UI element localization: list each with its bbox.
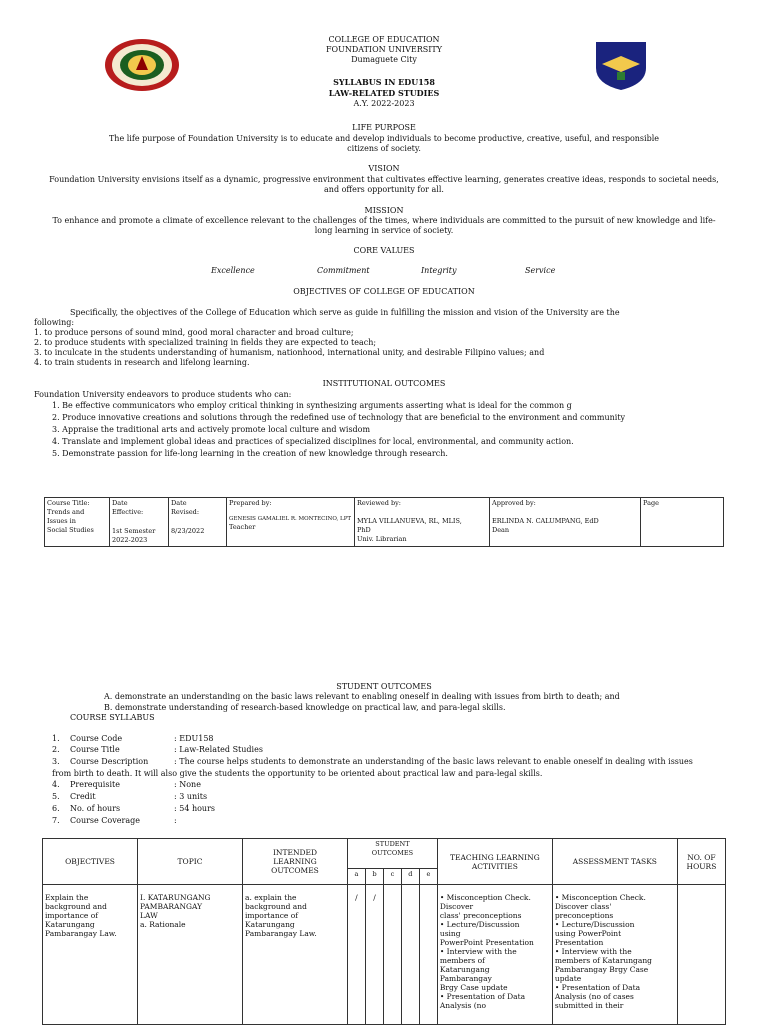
syllabus-item-number: 1. [52, 734, 60, 743]
objective-item: 3. to inculcate in the students understanding of humanism, nationhood, international unity, and desirable Filipino values; and [34, 348, 545, 357]
core-values-heading: CORE VALUES [353, 246, 415, 255]
page-cell [641, 498, 724, 547]
page-label: Page [643, 499, 659, 507]
assessment-line: preconceptions [554, 911, 614, 920]
tla-line: Katarungang [439, 965, 490, 974]
course-title-value: Social Studies [47, 526, 94, 534]
tla-line: Brgy Case update [439, 983, 508, 992]
header-assessment-label: ASSESSMENT TASKS [572, 857, 657, 866]
approved-label: Approved by: [492, 499, 536, 507]
so-mark-b: / [365, 885, 383, 1025]
mission-text-2: long learning in service of society. [314, 226, 454, 235]
row-topic [138, 885, 243, 1025]
reviewed-name: PhD [357, 526, 371, 534]
so-mark-a: / [348, 885, 366, 1025]
assessment-line: update [554, 974, 582, 983]
objectives-intro-2: following: [34, 318, 75, 327]
syllabus-item-value: : None [174, 780, 201, 789]
header-topic-label: TOPIC [177, 857, 203, 866]
date-effective-value: 2022-2023 [112, 536, 148, 544]
ilo-line: Katarungang [245, 920, 295, 929]
ilo-line: background and [245, 902, 307, 911]
reviewed-name: MYLA VILLANUEVA, RL, MLIS, [357, 517, 462, 525]
assessment-line: • Presentation of Data [554, 983, 641, 992]
course-title-label: Course Title: [47, 499, 90, 507]
row-tla [437, 885, 552, 1025]
mission-heading: MISSION [364, 206, 404, 215]
so-letter-a: a [348, 869, 366, 885]
course-coverage-table [42, 838, 726, 1025]
course-title-cell [45, 498, 110, 547]
course-name: LAW-RELATED STUDIES [328, 88, 440, 98]
tla-line: Analysis (no [439, 1001, 486, 1010]
tla-line: members of [439, 956, 485, 965]
syllabus-item-value: : Law-Related Studies [174, 745, 263, 754]
so-mark-d [401, 885, 419, 1025]
syllabus-item-number: 7. [52, 816, 60, 825]
academic-year: A.Y. 2022-2023 [353, 99, 415, 108]
tla-line: PowerPoint Presentation [439, 938, 534, 947]
vision-heading: VISION [368, 164, 400, 173]
header-ilo-label: OUTCOMES [271, 866, 319, 875]
syllabus-item-value: : 3 units [174, 792, 208, 801]
life-purpose-text-2: citizens of society. [347, 144, 421, 153]
institutional-intro: Foundation University endeavors to produce students who can: [34, 390, 292, 399]
approved-by-cell [490, 498, 641, 547]
syllabus-item-label: No. of hours [70, 804, 121, 813]
objectives-intro-1: Specifically, the objectives of the College of Education which serve as guide in fulfilling the mission and vision of the University are the [70, 308, 620, 317]
date-effective-cell [110, 498, 169, 547]
institutional-item: 2. Produce innovative creations and solutions through the redefined use of technology that are beneficial to the environment and community [52, 413, 626, 422]
date-revised-cell [169, 498, 227, 547]
so-letter-b: b [365, 869, 383, 885]
course-title-value: Trends and [47, 508, 85, 516]
assessment-line: • Interview with the [554, 947, 632, 956]
syllabus-item-number: 6. [52, 804, 60, 813]
date-effective-label: Date [112, 499, 128, 507]
tla-line: • Interview with the [439, 947, 517, 956]
header-tla [437, 839, 552, 885]
row-hours [677, 885, 725, 1025]
vision-text-1: Foundation University envisions itself as a dynamic, progressive environment that cultivates effective learning, generates creative ideas, responds to societal needs, [49, 175, 719, 184]
assessment-line: Analysis (no of cases [554, 992, 634, 1001]
prepared-name: GENESIS GAMALIEL R. MONTECINO, LPT [229, 516, 352, 522]
reviewed-by-cell [355, 498, 490, 547]
college-name: COLLEGE OF EDUCATION [328, 35, 440, 44]
tla-line: using [439, 929, 461, 938]
header-tla-label: TEACHING LEARNING [450, 852, 540, 862]
assessment-line: Pambarangay Brgy Case [554, 965, 649, 974]
objective-item: 2. to produce students with specialized training in fields they are expected to teach; [34, 338, 377, 347]
so-letter-c: c [384, 869, 401, 885]
header-hours [677, 839, 725, 885]
assessment-line: using PowerPoint [554, 929, 622, 938]
life-purpose-heading: LIFE PURPOSE [352, 123, 416, 132]
header-so-label: OUTCOMES [371, 849, 414, 857]
course-description-continued: from birth to death. It will also give the students the opportunity to be oriented about practical law and para-legal skills. [52, 769, 543, 778]
approved-name: ERLINDA N. CALUMPANG, EdD [492, 517, 599, 525]
syllabus-item-label: Course Code [70, 734, 123, 743]
so-mark-c [384, 885, 401, 1025]
syllabus-item-label: Prerequisite [70, 780, 120, 789]
tla-line: class' preconceptions [439, 911, 522, 920]
institutional-item: 3. Appraise the traditional arts and actively promote local culture and wisdom [52, 425, 371, 434]
topic-line: PAMBARANGAY [140, 902, 203, 911]
objective-item: 4. to train students in research and lifelong learning. [34, 358, 250, 367]
header-hours-label: NO. OF [687, 852, 716, 862]
reviewed-label: Reviewed by: [357, 499, 401, 507]
row-assessment [552, 885, 677, 1025]
approval-info-table [44, 497, 724, 547]
assessment-line: Discover class' [554, 902, 612, 911]
header-ilo-label: INTENDED [272, 848, 318, 857]
syllabus-item-number: 2. [52, 745, 60, 754]
core-value-excellence: Excellence [211, 266, 255, 275]
objectives-line: importance of [45, 911, 99, 920]
institutional-item: 1. Be effective communicators who employ critical thinking in synthesizing arguments asserting what is ideal for the common g [52, 401, 572, 410]
core-value-integrity: Integrity [421, 266, 457, 275]
syllabus-item-value: : [174, 816, 177, 825]
header-assessment [552, 839, 677, 885]
core-value-service: Service [525, 266, 556, 275]
objectives-line: background and [45, 902, 107, 911]
tla-line: • Lecture/Discussion [439, 920, 520, 929]
approved-role: Dean [492, 526, 510, 534]
so-letter-d: d [401, 869, 419, 885]
ilo-line: a. explain the [245, 893, 297, 902]
prepared-label: Prepared by: [229, 499, 272, 507]
objectives-line: Pambarangay Law. [45, 929, 117, 938]
date-revised-label: Revised: [171, 508, 200, 516]
objectives-heading: OBJECTIVES OF COLLEGE OF EDUCATION [293, 287, 475, 296]
header-topic [138, 839, 243, 885]
date-effective-value: 1st Semester [112, 527, 156, 535]
institutional-item: 5. Demonstrate passion for life-long learning in the creation of new knowledge through research. [52, 449, 448, 458]
syllabus-item-number: 5. [52, 792, 60, 801]
so-letter-e: e [420, 869, 438, 885]
header-tla-label: ACTIVITIES [471, 861, 518, 871]
assessment-line: submitted in their [554, 1001, 624, 1010]
syllabus-title: SYLLABUS IN EDU158 [333, 77, 435, 87]
date-revised-value: 8/23/2022 [171, 527, 205, 535]
tla-line: • Presentation of Data [439, 992, 526, 1001]
header-objectives [43, 839, 138, 885]
core-value-commitment: Commitment [317, 266, 370, 275]
syllabus-item-label: Credit [70, 792, 96, 801]
so-mark-e [420, 885, 438, 1025]
topic-line: LAW [140, 911, 158, 920]
ilo-line: importance of [245, 911, 299, 920]
student-outcomes-heading: STUDENT OUTCOMES [336, 682, 432, 691]
vision-text-2: and offers opportunity for all. [324, 185, 444, 194]
header-ilo-label: LEARNING [273, 857, 317, 866]
date-revised-label: Date [171, 499, 187, 507]
assessment-line: • Misconception Check. [554, 893, 646, 902]
syllabus-item-label: Course Coverage [70, 816, 140, 825]
syllabus-item-value: : The course helps students to demonstrate an understanding of the basic laws relevant to enable oneself in dealing with issues [174, 757, 693, 766]
syllabus-item-value: : EDU158 [174, 734, 214, 743]
tla-line: Discover [439, 902, 474, 911]
city: Dumaguete City [351, 55, 417, 64]
student-outcome-a: A. demonstrate an understanding on the basic laws relevant to enabling oneself in dealing with issues from birth to death; and [104, 692, 620, 701]
course-title-value: Issues in [47, 517, 76, 525]
header-so-label: STUDENT [375, 840, 410, 848]
topic-line: a. Rationale [140, 920, 186, 929]
institutional-heading: INSTITUTIONAL OUTCOMES [322, 379, 446, 388]
objectives-line: Explain the [45, 893, 89, 902]
university-name: FOUNDATION UNIVERSITY [325, 45, 442, 54]
objective-item: 1. to produce persons of sound mind, good moral character and broad culture; [34, 328, 354, 337]
course-syllabus-heading: COURSE SYLLABUS [70, 713, 155, 722]
header-hours-label: HOURS [686, 861, 717, 871]
prepared-role: Teacher [229, 523, 256, 531]
objectives-line: Katarungang [45, 920, 95, 929]
tla-line: • Misconception Check. [439, 893, 531, 902]
assessment-line: • Lecture/Discussion [554, 920, 635, 929]
reviewed-role: Univ. Librarian [357, 535, 407, 543]
institutional-item: 4. Translate and implement global ideas and practices of specialized disciplines for local, environmental, and community action. [52, 437, 574, 446]
tla-line: Pambarangay [439, 974, 492, 983]
student-outcome-b: B. demonstrate understanding of research-based knowledge on practical law, and para-legal skills. [104, 703, 506, 712]
syllabus-item-value: : 54 hours [174, 804, 216, 813]
life-purpose-text-1: The life purpose of Foundation University is to educate and develop individuals to become productive, creative, useful, and responsible [108, 134, 660, 143]
syllabus-item-label: Course Title [70, 745, 120, 754]
syllabus-item-label: Course Description [70, 757, 149, 766]
row-objectives [43, 885, 138, 1025]
syllabus-item-number: 4. [52, 780, 60, 789]
prepared-by-cell [227, 498, 355, 547]
ilo-line: Pambarangay Law. [245, 929, 317, 938]
date-effective-label: Effective: [112, 508, 144, 516]
topic-line: I. KATARUNGANG [140, 893, 211, 902]
assessment-line: members of Katarungang [554, 956, 652, 965]
header-objectives-label: OBJECTIVES [65, 857, 115, 866]
syllabus-item-number: 3. [52, 757, 60, 766]
header-student-outcomes [348, 839, 438, 869]
assessment-line: Presentation [554, 938, 604, 947]
row-ilo [243, 885, 348, 1025]
header-ilo [243, 839, 348, 885]
mission-text-1: To enhance and promote a climate of excellence relevant to the challenges of the times, where individuals are committed to the pursuit of new knowledge and life- [52, 216, 716, 225]
